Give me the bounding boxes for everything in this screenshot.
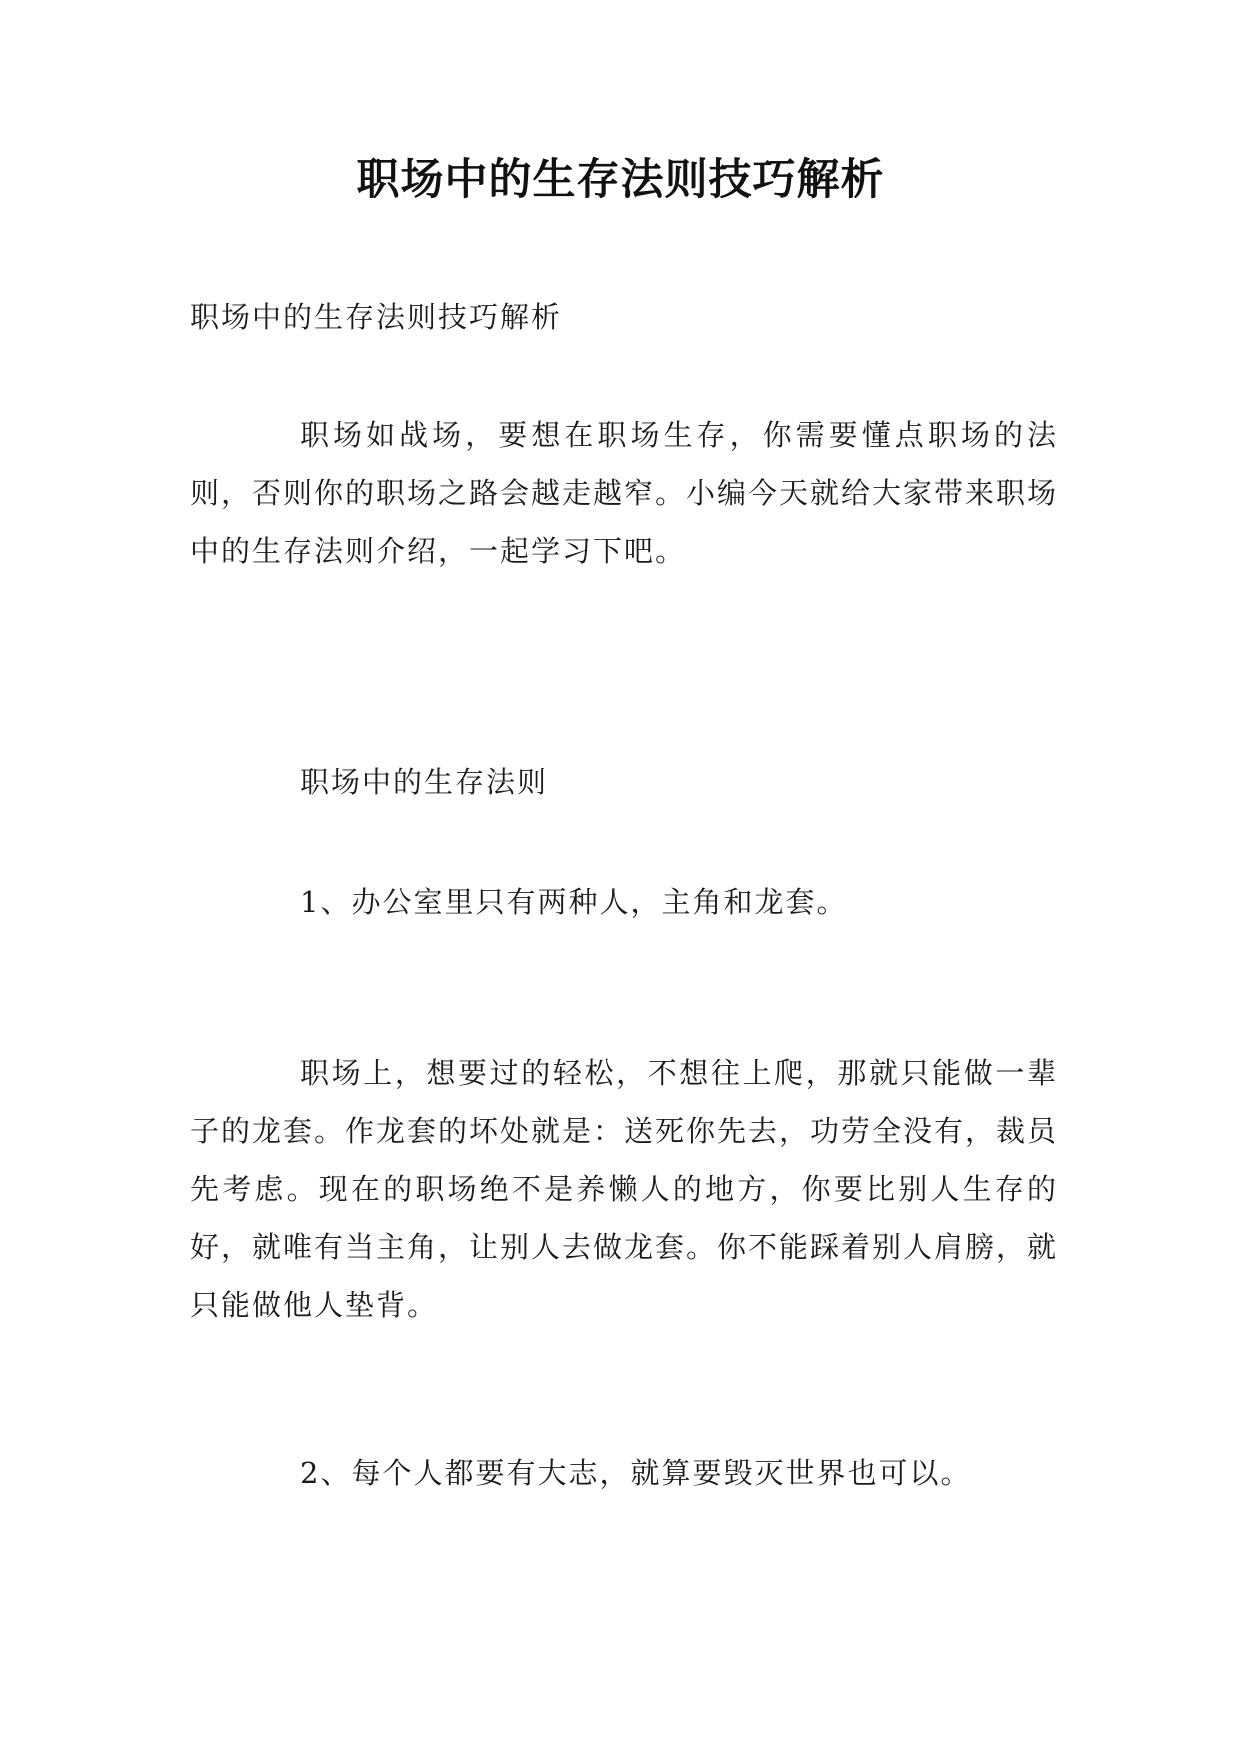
- rule-1-heading: 1、办公室里只有两种人，主角和龙套。: [300, 885, 848, 919]
- rule-1-paragraph: 职场上，想要过的轻松，不想往上爬，那就只能做一辈子的龙套。作龙套的坏处就是：送死你先去，功劳全没有，裁员先考虑。现在的职场绝不是养懒人的地方，你要比别人生存的好，就唯有当主角，让别人去做龙套。你不能踩着别人肩膀，就只能做他人垫背。: [190, 1056, 1059, 1322]
- intro-paragraph: 职场如战场，要想在职场生存，你需要懂点职场的法则，否则你的职场之路会越走越窄。小编今天就给大家带来职场中的生存法则介绍，一起学习下吧。: [190, 418, 1059, 568]
- document-title: 职场中的生存法则技巧解析: [356, 155, 885, 205]
- document-subtitle: 职场中的生存法则技巧解析: [190, 300, 563, 334]
- rule-2-heading: 2、每个人都要有大志，就算要毁灭世界也可以。: [300, 1456, 972, 1490]
- section-heading: 职场中的生存法则: [300, 765, 549, 799]
